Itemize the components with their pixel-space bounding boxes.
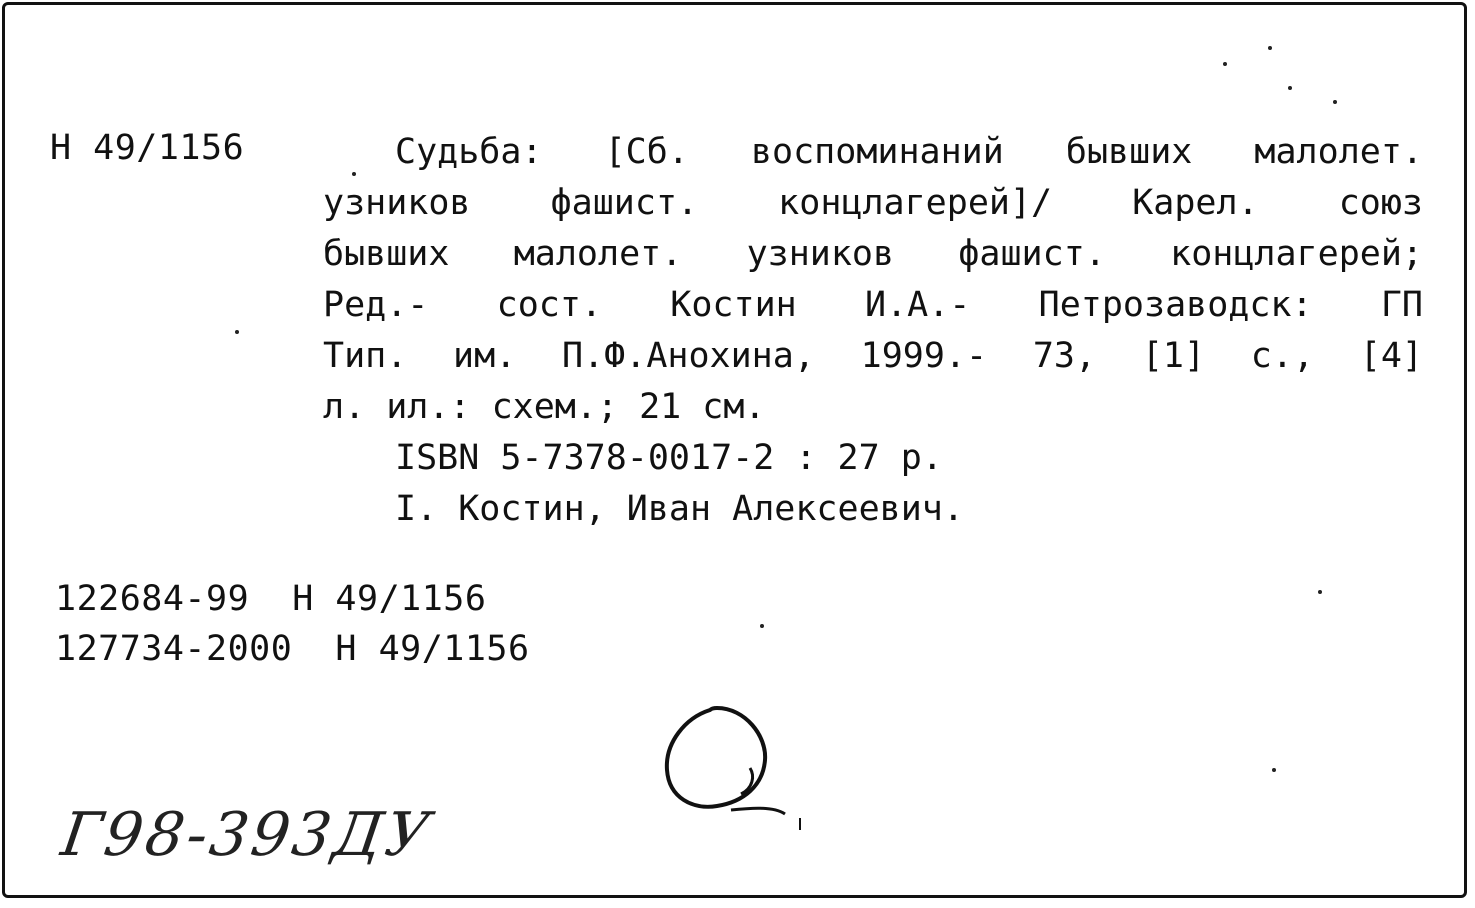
speck	[1268, 46, 1272, 50]
shelfmark: Н 49/1156	[50, 128, 245, 168]
description-line: л. ил.: схем.; 21 см.	[323, 387, 766, 427]
accession-number: 122684-99 Н 49/1156	[55, 579, 487, 619]
description-line: Ред.- сост. Костин И.А.- Петрозаводск: ГП	[323, 285, 1423, 325]
description-line: Судьба: [Сб. воспоминаний бывших малолет.	[395, 132, 1423, 172]
speck	[760, 624, 764, 628]
author-entry: I. Костин, Иван Алексеевич.	[395, 489, 964, 529]
isbn-line: ISBN 5-7378-0017-2 : 27 р.	[395, 438, 943, 478]
speck	[1272, 768, 1276, 772]
speck	[352, 172, 356, 176]
accession-number: 127734-2000 Н 49/1156	[55, 629, 530, 669]
bibliographic-description	[323, 127, 1423, 535]
description-line: Тип. им. П.Ф.Анохина, 1999.- 73, [1] с., [4]	[323, 336, 1423, 376]
hole-punch-mark	[655, 698, 805, 838]
speck	[1318, 590, 1322, 594]
speck	[1223, 62, 1227, 66]
speck	[1333, 100, 1337, 104]
handwritten-note: Г98-393ДУ	[57, 800, 437, 870]
description-line: бывших малолет. узников фашист. концлагерей;	[323, 234, 1423, 274]
speck	[1288, 86, 1292, 90]
description-line: узников фашист. концлагерей]/ Карел. союз	[323, 183, 1423, 223]
speck	[235, 330, 239, 334]
